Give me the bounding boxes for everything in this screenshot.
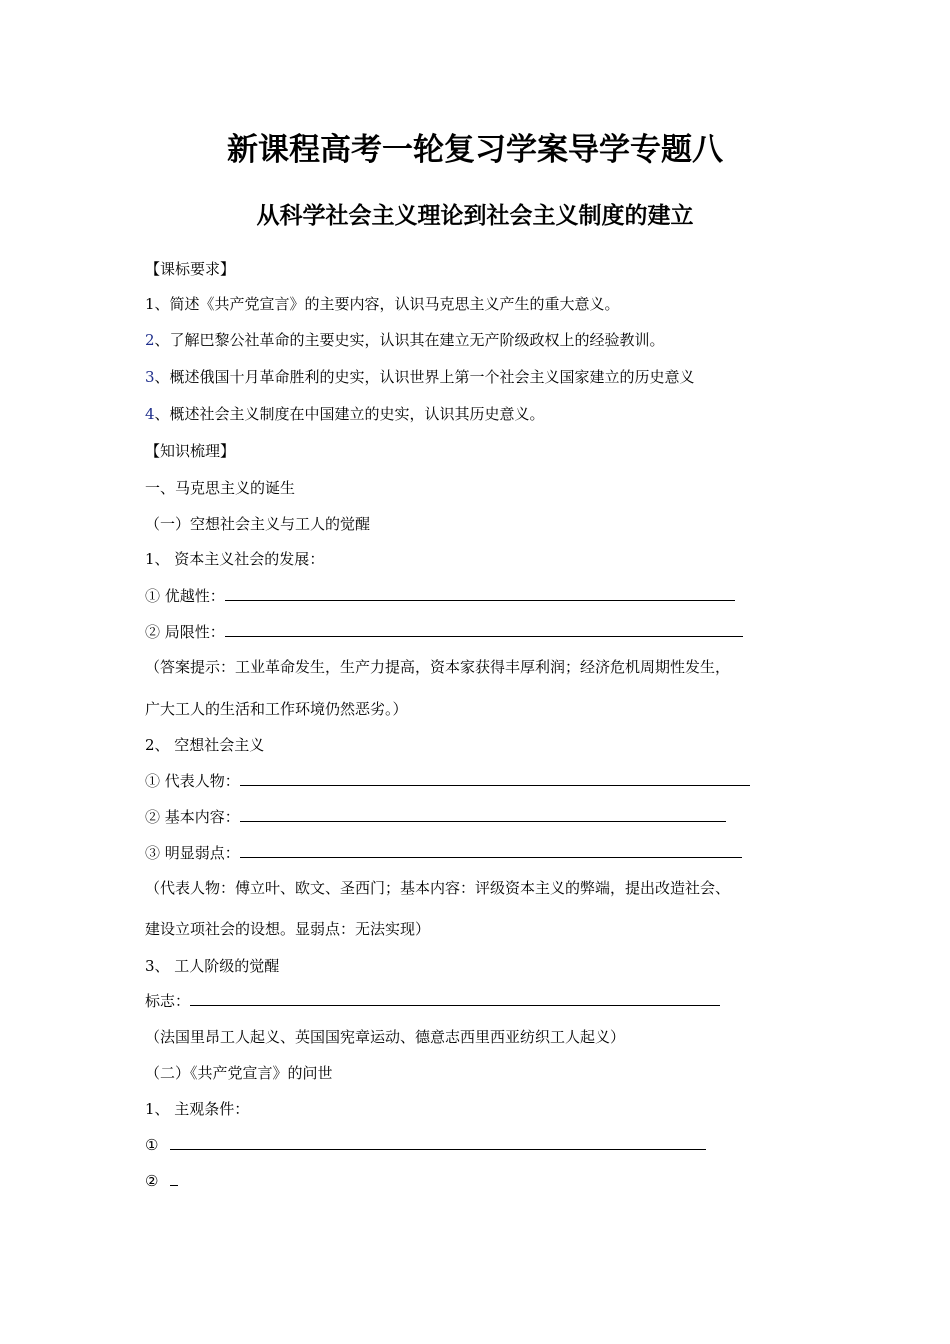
requirement-text: 、了解巴黎公社革命的主要史实，认识其在建立无产阶级政权上的经验教训。 xyxy=(154,331,665,349)
requirement-number: 4 xyxy=(145,405,155,423)
question-heading: 2、 空想社会主义 xyxy=(145,736,265,754)
answer-blank[interactable] xyxy=(240,806,726,822)
page-subtitle: 从科学社会主义理论到社会主义制度的建立 xyxy=(256,203,694,229)
fill-in-label: ② xyxy=(145,1172,159,1190)
answer-hint: （答案提示：工业革命发生，生产力提高，资本家获得丰厚利润；经济危机周期性发生， xyxy=(145,658,731,676)
requirement-item-3 xyxy=(145,366,695,388)
fill-in-label: ① 代表人物： xyxy=(145,772,240,790)
requirement-item-4 xyxy=(145,403,545,425)
fill-in-label: ① xyxy=(145,1136,159,1154)
answer-blank[interactable] xyxy=(190,990,720,1006)
answer-blank[interactable] xyxy=(225,621,743,637)
subsection-heading: （二）《共产党宣言》的问世 xyxy=(145,1064,333,1082)
fill-in-item xyxy=(145,585,735,607)
requirement-text: 、概述社会主义制度在中国建立的史实，认识其历史意义。 xyxy=(154,405,545,423)
answer-hint: 广大工人的生活和工作环境仍然恶劣。） xyxy=(145,700,408,718)
section-heading-knowledge: 【知识梳理】 xyxy=(145,442,236,460)
section-heading-curriculum: 【课标要求】 xyxy=(145,260,236,278)
subsection-heading: （一）空想社会主义与工人的觉醒 xyxy=(145,515,371,533)
requirement-number: 1 xyxy=(145,295,155,313)
requirement-number: 2 xyxy=(145,331,155,349)
fill-in-label: ② 局限性： xyxy=(145,623,225,641)
requirement-item-1 xyxy=(145,293,620,315)
fill-in-label: ③ 明显弱点： xyxy=(145,844,240,862)
answer-blank[interactable] xyxy=(240,842,742,858)
question-heading: 1、 主观条件： xyxy=(145,1100,250,1118)
question-heading: 3、 工人阶级的觉醒 xyxy=(145,957,280,975)
requirement-number: 3 xyxy=(145,368,155,386)
fill-in-item xyxy=(145,842,742,864)
fill-in-item xyxy=(145,806,726,828)
answer-blank[interactable] xyxy=(170,1170,178,1186)
fill-in-label: ② 基本内容： xyxy=(145,808,240,826)
page-title: 新课程高考一轮复习学案导学专题八 xyxy=(227,132,723,168)
answer-blank[interactable] xyxy=(240,770,750,786)
fill-in-item xyxy=(145,621,743,643)
answer-blank[interactable] xyxy=(170,1134,706,1150)
requirement-item-2 xyxy=(145,329,665,351)
answer-hint: （代表人物：傅立叶、欧文、圣西门；基本内容：评级资本主义的弊端，提出改造社会、 xyxy=(145,879,731,897)
chapter-heading: 一、马克思主义的诞生 xyxy=(145,479,296,497)
answer-hint: （法国里昂工人起义、英国国宪章运动、德意志西里西亚纺织工人起义） xyxy=(145,1028,626,1046)
fill-in-label: ① 优越性： xyxy=(145,587,225,605)
answer-hint: 建设立项社会的设想。显弱点：无法实现） xyxy=(145,920,431,938)
fill-in-item xyxy=(145,770,750,792)
fill-in-item xyxy=(145,990,720,1012)
requirement-text: 、简述《共产党宣言》的主要内容，认识马克思主义产生的重大意义。 xyxy=(154,295,620,313)
fill-in-item xyxy=(145,1170,178,1192)
requirement-text: 、概述俄国十月革命胜利的史实，认识世界上第一个社会主义国家建立的历史意义 xyxy=(154,368,695,386)
answer-blank[interactable] xyxy=(225,585,735,601)
fill-in-item xyxy=(145,1134,706,1156)
question-heading: 1、 资本主义社会的发展： xyxy=(145,550,325,568)
fill-in-label: 标志： xyxy=(145,992,191,1010)
